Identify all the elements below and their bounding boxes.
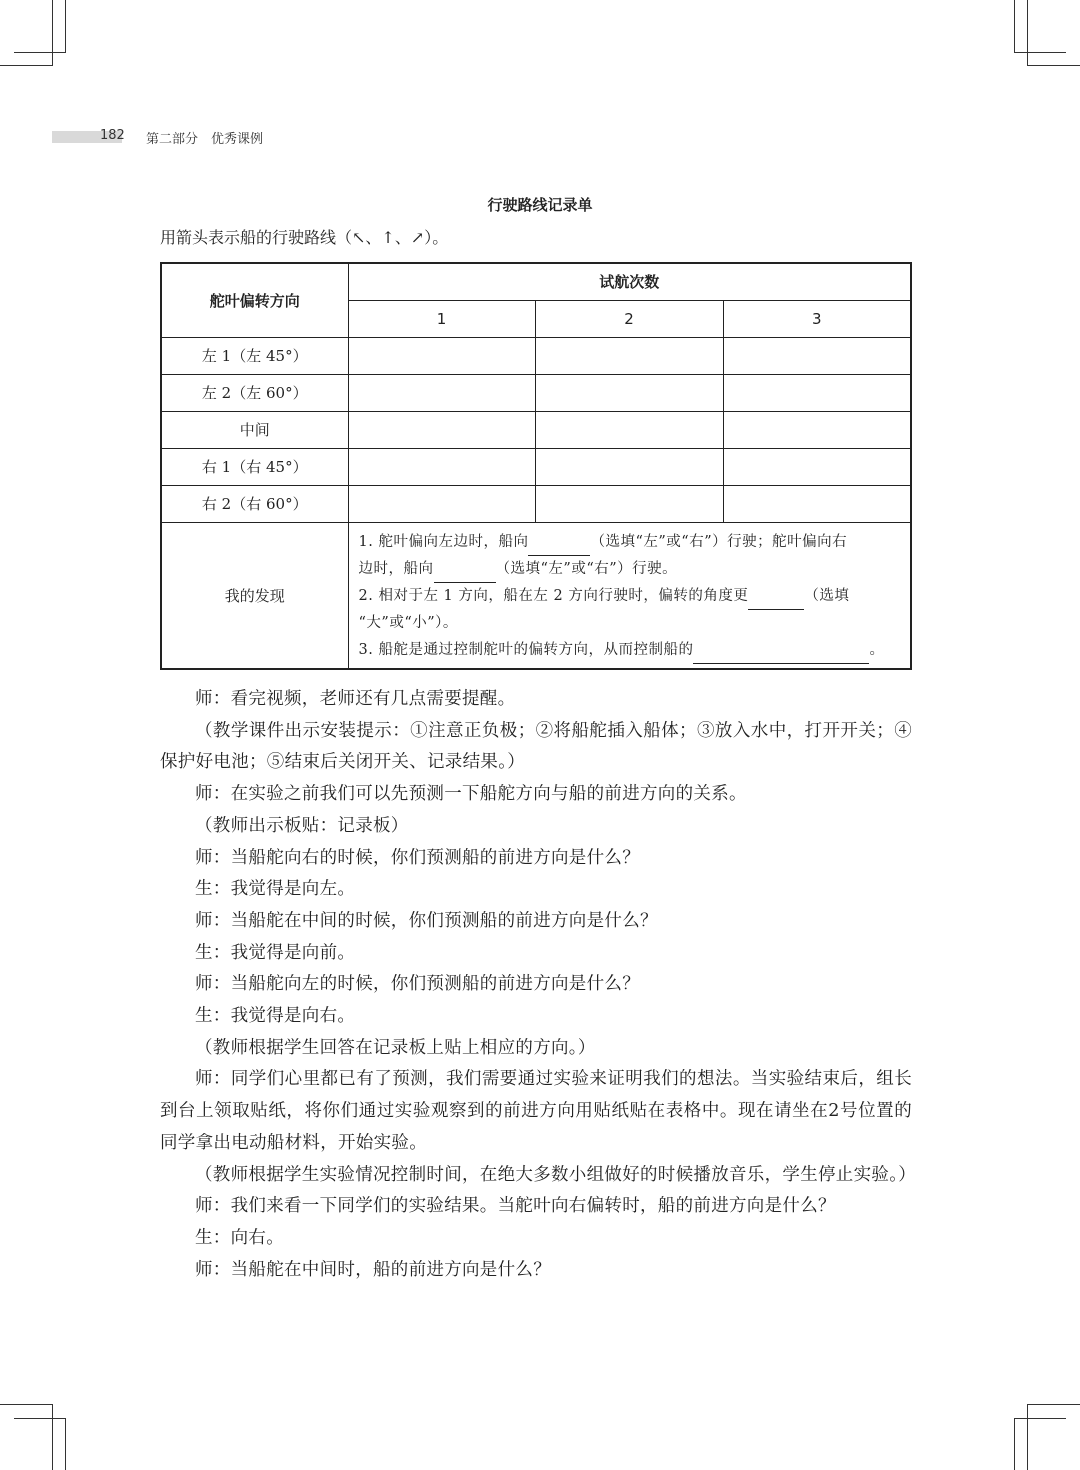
- finding-2: [359, 583, 901, 610]
- section-title: 第二部分 优秀课例: [146, 132, 264, 147]
- paragraph: （教师根据学生实验情况控制时间，在绝大多数小组做好的时候播放音乐，学生停止实验。）: [195, 1164, 917, 1185]
- crop-mark-top-left-h: [14, 52, 66, 53]
- crop-mark-bottom-right-h2: [1014, 1418, 1066, 1419]
- crop-mark-top-left-h2: [0, 65, 52, 66]
- paragraph: 师：同学们心里都已有了预测，我们需要通过实验来证明我们的想法。当实验结束后，组长到台上领取贴纸，将你们通过实验观察到的前进方向用贴纸贴在表格中。现在请坐在2号位置的同学拿出电动船材料，开始实验。: [160, 1069, 912, 1153]
- lesson-transcript: [160, 684, 917, 1286]
- findings-label: 我的发现: [161, 522, 348, 669]
- fill-blank: [434, 564, 496, 583]
- empty-cell: [348, 448, 535, 485]
- trial-header: 试航次数: [348, 263, 911, 300]
- crop-mark-bottom-left-h2: [14, 1418, 66, 1419]
- empty-cell: [723, 374, 911, 411]
- finding-2-cont: [359, 610, 901, 637]
- record-sheet-title: 行驶路线记录单: [487, 196, 593, 214]
- paragraph: （教师根据学生回答在记录板上贴上相应的方向。）: [195, 1037, 596, 1058]
- paragraph: 生：我觉得是向前。: [195, 942, 356, 963]
- paragraph: 师：看完视频，老师还有几点需要提醒。: [195, 689, 516, 709]
- row-label: 左 2（左 60°）: [161, 374, 348, 411]
- finding-text: 2. 相对于左 1 方向，船在左 2 方向行驶时，偏转的角度更: [358, 587, 749, 604]
- trial-number: 3: [723, 300, 911, 337]
- crop-mark-bottom-right-v: [1027, 1404, 1028, 1470]
- finding-1-cont: [359, 556, 901, 583]
- empty-cell: [723, 411, 911, 448]
- crop-mark-top-right-h: [1014, 52, 1066, 53]
- findings-content: [348, 522, 911, 669]
- finding-text: 。: [869, 641, 885, 658]
- fill-blank: [528, 537, 590, 556]
- empty-cell: [723, 337, 911, 374]
- paragraph: 师：当船舵向右的时候，你们预测船的前进方向是什么？: [195, 847, 640, 868]
- crop-mark-bottom-left-v2: [65, 1418, 66, 1470]
- empty-cell: [535, 411, 723, 448]
- empty-cell: [348, 485, 535, 522]
- finding-3: [359, 637, 901, 664]
- finding-1: [359, 529, 901, 556]
- empty-cell: [535, 374, 723, 411]
- finding-text: “大”或“小”）。: [358, 614, 458, 631]
- empty-cell: [535, 337, 723, 374]
- empty-cell: [723, 485, 911, 522]
- row-label: 右 2（右 60°）: [161, 485, 348, 522]
- empty-cell: [535, 448, 723, 485]
- crop-mark-top-left-v2: [52, 0, 53, 66]
- col-header-rudder: 舵叶偏转方向: [161, 263, 348, 337]
- finding-text: 边时，船向: [358, 560, 434, 577]
- crop-mark-top-right-v2: [1027, 0, 1028, 66]
- paragraph: 师：当船舵在中间时，船的前进方向是什么？: [195, 1259, 551, 1280]
- trial-number: 2: [535, 300, 723, 337]
- crop-mark-top-right-h2: [1027, 65, 1080, 66]
- paragraph: 师：我们来看一下同学们的实验结果。当舵叶向右偏转时，船的前进方向是什么？: [195, 1196, 836, 1217]
- record-sheet-instruction: 用箭头表示船的行驶路线（↖、↑、↗）。: [160, 228, 449, 247]
- empty-cell: [723, 448, 911, 485]
- finding-text: （选填“左”或“右”）行驶；舵叶偏向右: [590, 533, 848, 550]
- crop-mark-top-right-v: [1014, 0, 1015, 52]
- paragraph: （教师出示板贴：记录板）: [195, 815, 409, 836]
- crop-mark-bottom-right-v2: [1014, 1418, 1015, 1470]
- row-label: 左 1（左 45°）: [161, 337, 348, 374]
- crop-mark-top-left-v: [65, 0, 66, 52]
- finding-text: （选填“左”或“右”）行驶。: [495, 560, 678, 577]
- paragraph: 生：我觉得是向右。: [195, 1006, 356, 1027]
- paragraph: 师：当船舵在中间的时候，你们预测船的前进方向是什么？: [195, 910, 658, 931]
- empty-cell: [535, 485, 723, 522]
- record-table: [160, 262, 912, 670]
- fill-blank: [693, 645, 869, 664]
- paragraph: （教学课件出示安装提示：①注意正负极；②将船舵插入船体；③放入水中，打开开关；④保护好电池；⑤结束后关闭开关、记录结果。）: [160, 720, 912, 773]
- empty-cell: [348, 374, 535, 411]
- crop-mark-bottom-right-h: [1027, 1404, 1080, 1405]
- row-label: 中间: [161, 411, 348, 448]
- finding-text: 3. 船舵是通过控制舵叶的偏转方向，从而控制船的: [358, 641, 694, 658]
- crop-mark-bottom-left-v: [52, 1404, 53, 1470]
- crop-mark-bottom-left-h: [0, 1404, 52, 1405]
- finding-text: 1. 舵叶偏向左边时，船向: [358, 533, 529, 550]
- paragraph: 师：在实验之前我们可以先预测一下船舵方向与船的前进方向的关系。: [195, 784, 747, 805]
- trial-number: 1: [348, 300, 535, 337]
- paragraph: 师：当船舵向左的时候，你们预测船的前进方向是什么？: [195, 974, 640, 995]
- fill-blank: [748, 591, 804, 610]
- empty-cell: [348, 337, 535, 374]
- page-number: 182: [100, 128, 125, 143]
- paragraph: 生：我觉得是向左。: [195, 879, 356, 900]
- finding-text: （选填: [804, 587, 850, 604]
- paragraph: 生：向右。: [195, 1227, 284, 1248]
- row-label: 右 1（右 45°）: [161, 448, 348, 485]
- empty-cell: [348, 411, 535, 448]
